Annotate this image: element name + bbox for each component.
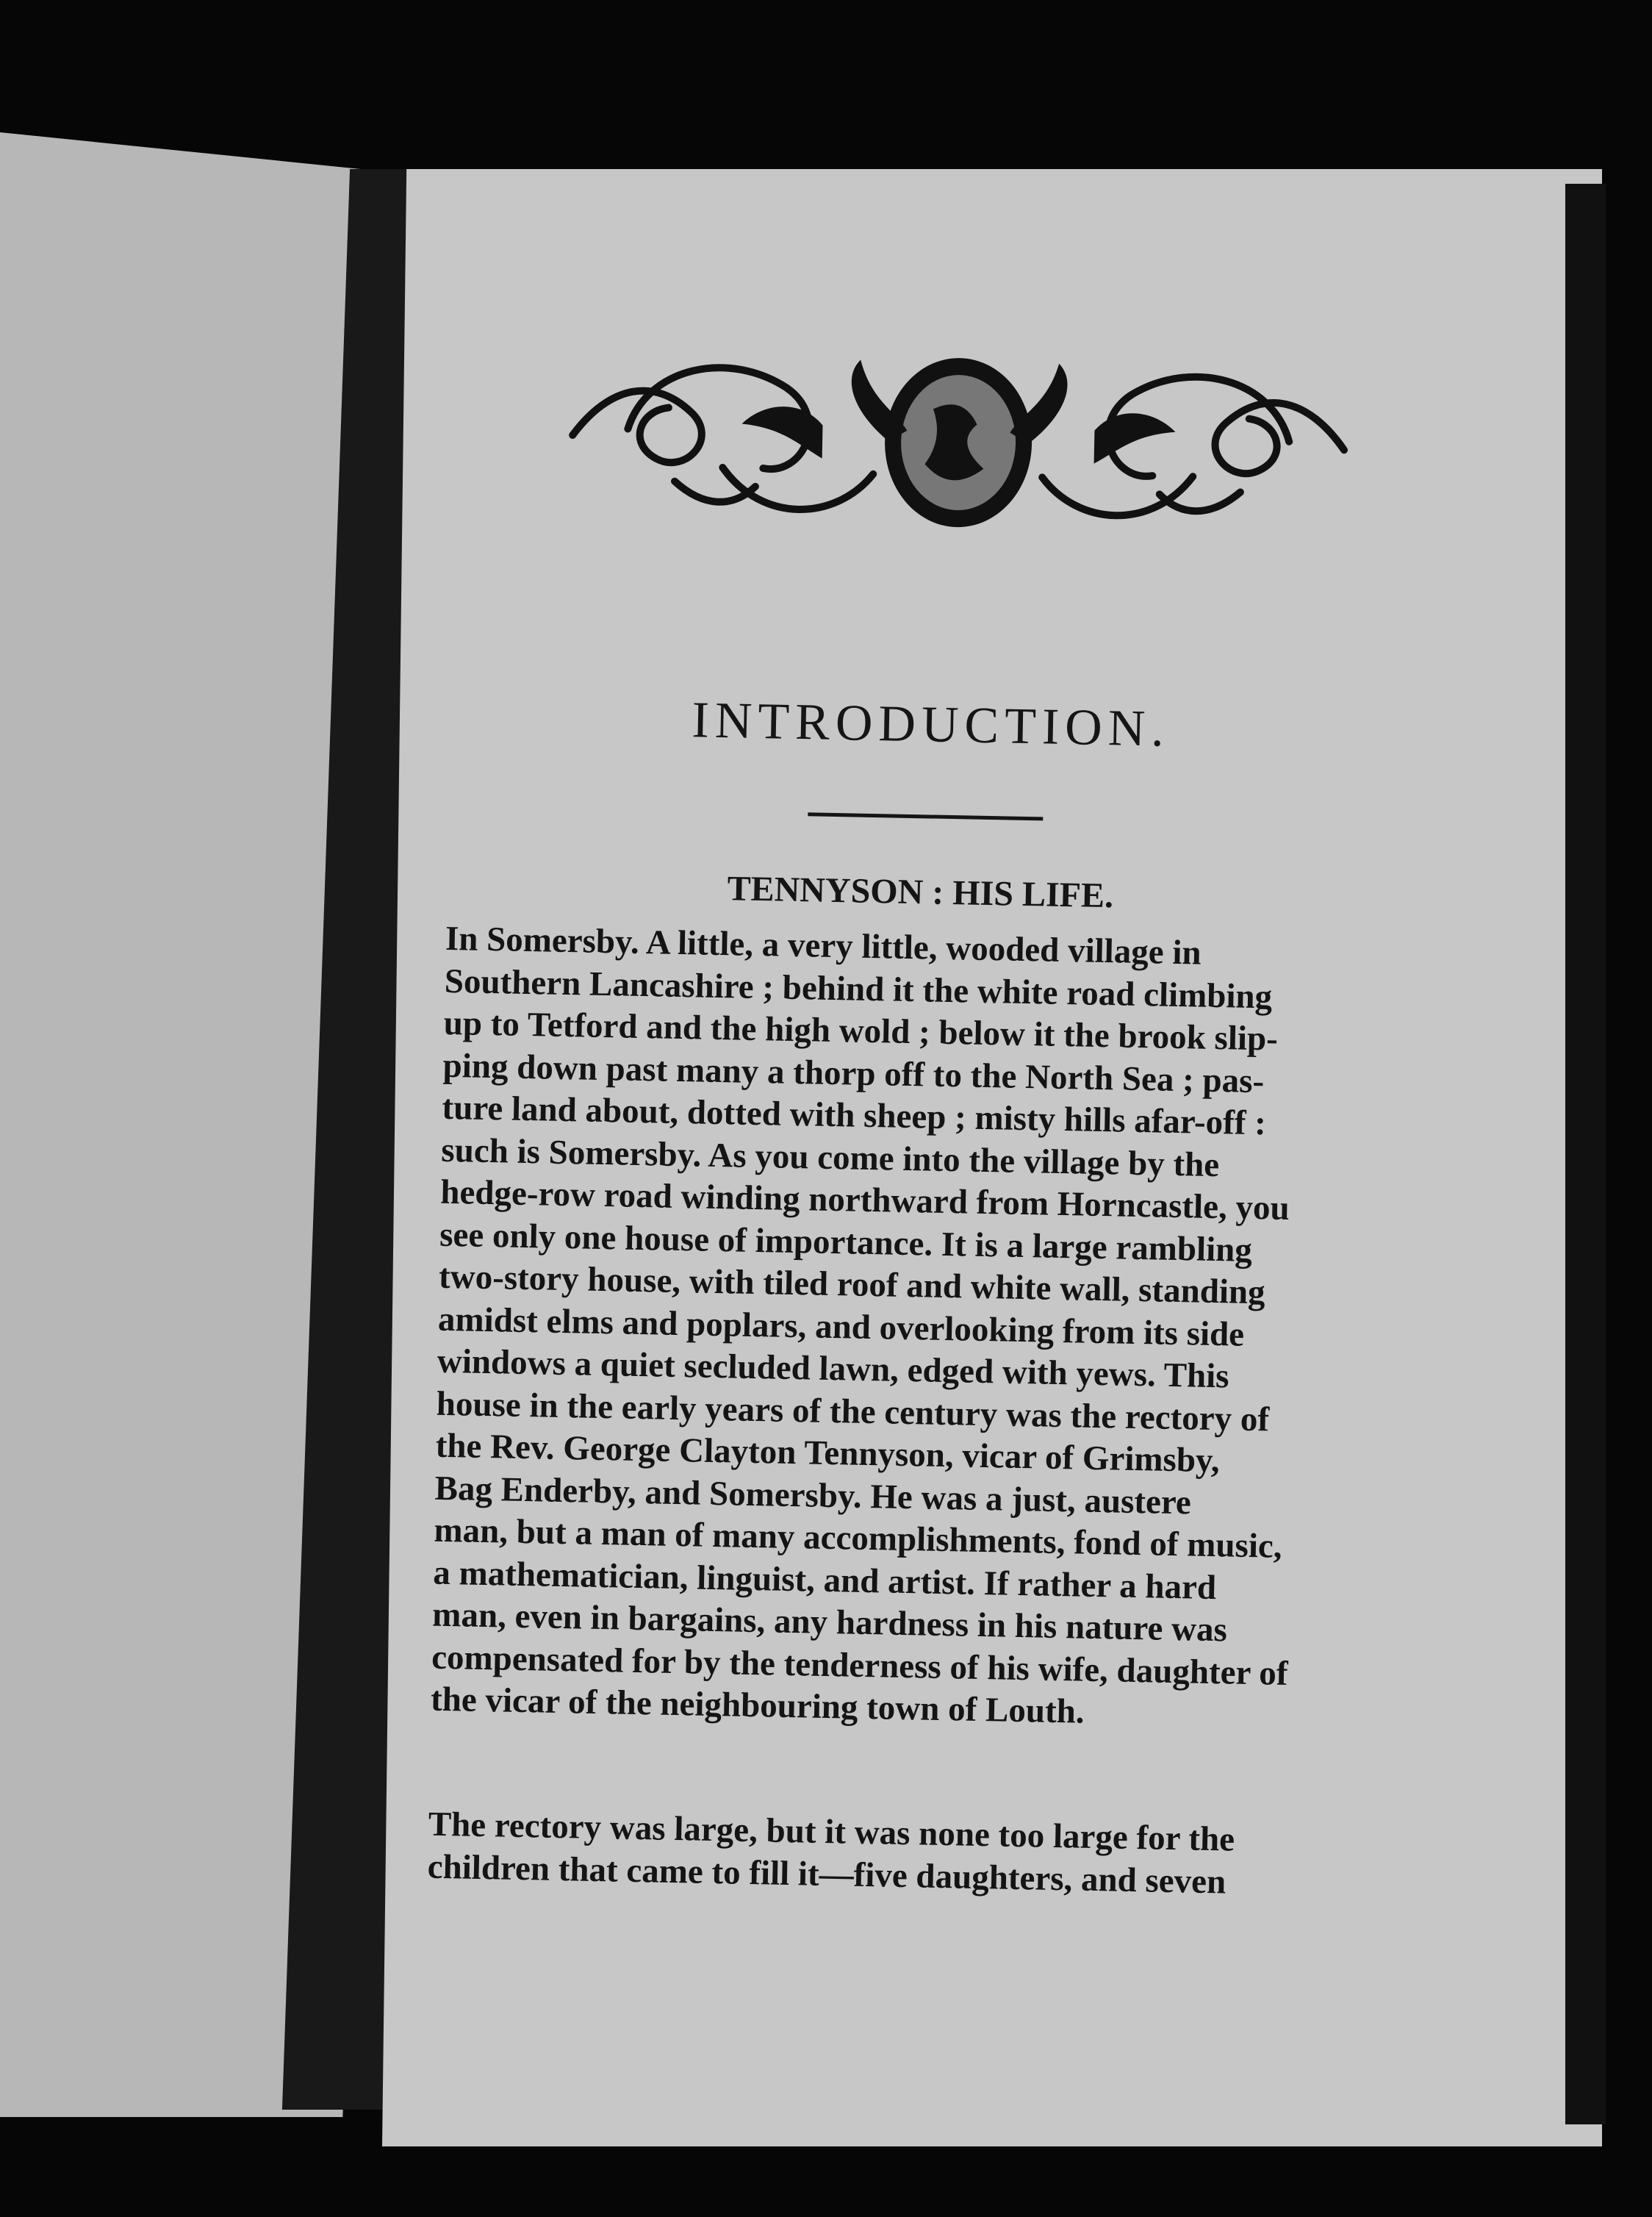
paragraph-line: the Rev. George Clayton Tennyson, vicar of Grimsby, xyxy=(435,1426,1221,1480)
paragraph-line: hedge-row road winding northward from Horncastle, you xyxy=(439,1172,1290,1228)
paragraph-line: house in the early years of the century was the rectory of xyxy=(436,1384,1270,1439)
paragraph-line: The rectory was large, but it was none too large for the xyxy=(428,1805,1235,1859)
paragraph-line: two-story house, with tiled roof and white wall, standing xyxy=(438,1257,1266,1312)
paragraph-line: Bag Enderby, and Somersby. He was a just, austere xyxy=(434,1469,1192,1522)
decorative-headpiece-icon xyxy=(541,332,1375,561)
page-title: INTRODUCTION. xyxy=(691,692,1171,758)
paragraph-line: a mathematician, linguist, and artist. If rather a hard xyxy=(432,1553,1217,1607)
first-paragraph xyxy=(431,918,1387,1739)
title-divider xyxy=(808,812,1043,820)
paragraph-line: man, but a man of many accomplishments, fond of music, xyxy=(434,1511,1283,1566)
section-subtitle: TENNYSON : HIS LIFE. xyxy=(727,869,1114,916)
paragraph-line: man, even in bargains, any hardness in his nature was xyxy=(431,1595,1228,1650)
paragraph-line: ture land about, dotted with sheep ; misty hills afar-off : xyxy=(442,1088,1267,1143)
paragraph-line: children that came to fill it—five daughters, and seven xyxy=(427,1847,1227,1901)
paragraph-line: ping down past many a thorp off to the North Sea ; pas- xyxy=(442,1046,1265,1100)
paragraph-line: compensated for by the tenderness of his wife, daughter of xyxy=(431,1638,1288,1693)
paragraph-line: amidst elms and poplars, and overlooking from its side xyxy=(437,1300,1245,1354)
paragraph-line: up to Tetford and the high wold ; below it the brook slip- xyxy=(443,1003,1279,1059)
page-edge-shadow xyxy=(1565,184,1606,2124)
second-paragraph xyxy=(427,1804,1369,1907)
paragraph-line: In Somersby. A little, a very little, wooded village in xyxy=(445,919,1202,973)
page-content xyxy=(388,0,1386,2217)
paragraph-line: windows a quiet secluded lawn, edged with yews. This xyxy=(437,1342,1229,1396)
paragraph-line: such is Somersby. As you come into the village by the xyxy=(440,1131,1220,1184)
paragraph-line: Southern Lancashire ; behind it the white road climbing xyxy=(444,961,1273,1016)
paragraph-line: see only one house of importance. It is a large rambling xyxy=(439,1215,1253,1269)
paragraph-line: the vicar of the neighbouring town of Louth. xyxy=(430,1680,1085,1731)
